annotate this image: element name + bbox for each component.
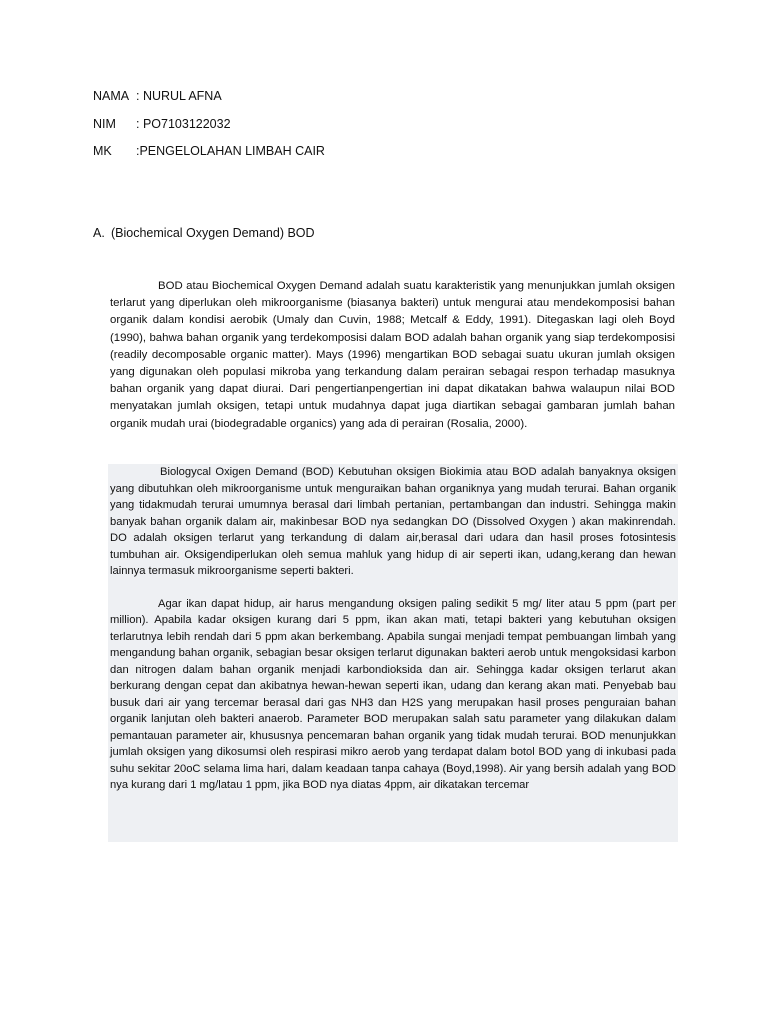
section-heading <box>93 225 315 241</box>
body-paragraph: BOD atau Biochemical Oxygen Demand adalah suatu karakteristik yang menunjukkan jumlah oksigen terlarut yang diperlukan oleh mikroorganisme (biasanya bakteri) untuk mengurai atau mendekomposisi bahan organik dalam kondisi aerobik (Umaly dan Cuvin, 1988; Metcalf & Eddy, 1991). Ditegaskan lagi oleh Boyd (1990), bahwa bahan organik yang terdekomposisi dalam BOD adalah bahan organik yang siap terdekomposisi (readily decomposable organic matter). Mays (1996) mengartikan BOD sebagai suatu ukuran jumlah oksigen yang digunakan oleh populasi mikroba yang terkandung dalam perairan sebagai respon terhadap masuknya bahan organik yang dapat diurai. Dari pengertianpengertian ini dapat dikatakan bahwa walaupun nilai BOD menyatakan jumlah oksigen, tetapi untuk mudahnya dapat juga diartikan sebagai gambaran jumlah bahan organik mudah urai (biodegradable organics) yang ada di perairan (Rosalia, 2000). <box>110 280 675 430</box>
name-label: NAMA <box>93 89 130 103</box>
mk-value: :PENGELOLAHAN LIMBAH CAIR <box>136 144 325 158</box>
student-id-line <box>93 116 231 132</box>
name-value: : NURUL AFNA <box>136 89 222 103</box>
mk-label: MK <box>93 144 112 158</box>
nim-value: : PO7103122032 <box>136 117 231 131</box>
student-name-line <box>93 88 222 104</box>
nim-label: NIM <box>93 117 116 131</box>
section-title: (Biochemical Oxygen Demand) BOD <box>111 226 315 240</box>
course-line <box>93 143 325 159</box>
quote-paragraph-2: Agar ikan dapat hidup, air harus mengandung oksigen paling sedikit 5 mg/ liter atau 5 ppm (part per million). Apabila kadar oksigen kurang dari 5 ppm, ikan akan mati, tetapi bakteri yang kebutuhan oksigen terlarutnya lebih rendah dari 5 ppm akan berkembang. Apabila sungai menjadi tempat pembuangan limbah yang mengandung bahan organik, sebagian besar oksigen terlarut digunakan bakteri aerob untuk mengoksidasi karbon dan nitrogen dalam bahan organik menjadi karbondioksida dan air. Sehingga kadar oksigen terlarut akan berkurang dengan cepat dan akibatnya hewan-hewan seperti ikan, udang dan kerang akan mati. Penyebab bau busuk dari air yang tercemar berasal dari gas NH3 dan H2S yang merupakan hasil proses penguraian bahan organik lanjutan oleh bakteri anaerob. Parameter BOD merupakan salah satu parameter yang dilakukan dalam pemantauan parameter air, khususnya pencemaran bahan organik yang tidak mudah terurai. BOD menunjukkan jumlah oksigen yang dikosumsi oleh respirasi mikro aerob yang terdapat dalam botol BOD yang di inkubasi pada suhu sekitar 20oC selama lima hari, dalam keadaan tanpa cahaya (Boyd,1998). Air yang bersih adalah yang BOD nya kurang dari 1 mg/latau 1 ppm, jika BOD nya diatas 4ppm, air dikatakan tercemar <box>110 597 676 791</box>
quote-paragraph-1: Biologycal Oxigen Demand (BOD) Kebutuhan oksigen Biokimia atau BOD adalah banyaknya oksigen yang dibutuhkan oleh mikroorganisme untuk menguraikan bahan organiknya yang mudah terurai. Bahan organik yang tidakmudah terurai umumnya berasal dari limbah pertanian, pertambangan dan industri. Sehingga makin banyak bahan organik dalam air, makinbesar BOD nya sedangkan DO (Dissolved Oxygen ) akan makinrendah. DO adalah oksigen terlarut yang terkandung di dalam air,berasal dari udara dan hasil proses fotosintesis tumbuhan air. Oksigendiperlukan oleh semua mahluk yang hidup di air seperti ikan, udang,kerang dan hewan lainnya termasuk mikroorganisme seperti bakteri. <box>110 466 676 577</box>
section-number: A. <box>93 226 105 240</box>
quoted-text-block <box>108 464 678 842</box>
